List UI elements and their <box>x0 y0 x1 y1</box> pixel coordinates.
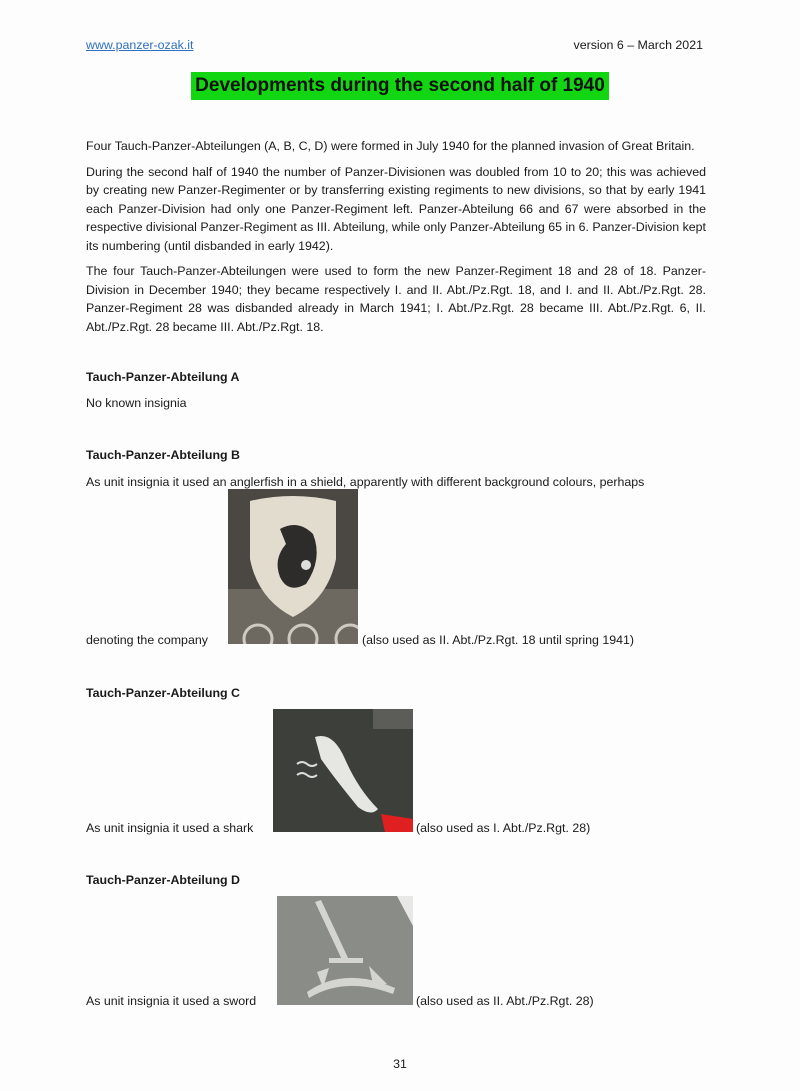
section-heading-a: Tauch-Panzer-Abteilung A <box>86 370 240 384</box>
section-text-c-before: As unit insignia it used a shark <box>86 821 254 835</box>
title-container <box>0 72 800 100</box>
paragraph: During the second half of 1940 the number of Panzer-Divisionen was doubled from 10 to 20; this was achieved by creating new Panzer-Regimenter or by transferring existing regiments to new divisions, so that by early 1941 each Panzer-Division had only one Panzer-Regiment left. Panzer-Abteilung 66 and 67 were absorbed in the respective divisional Panzer-Regiment as III. Abteilung, while only Panzer-Abteilung 65 in 6. Panzer-Division kept its numbering (until disbanded in early 1942). <box>86 164 706 253</box>
site-link[interactable]: www.panzer-ozak.it <box>86 38 194 52</box>
section-text-b-line1: As unit insignia it used an anglerfish in a shield, apparently with different background colours, perhaps <box>86 475 645 489</box>
intro-paragraphs <box>86 137 706 336</box>
section-heading-d: Tauch-Panzer-Abteilung D <box>86 873 240 887</box>
page-number: 31 <box>393 1057 407 1071</box>
section-heading-c: Tauch-Panzer-Abteilung C <box>86 686 240 700</box>
sword-image <box>277 896 413 1005</box>
version-label: version 6 – March 2021 <box>573 38 703 52</box>
page-title: Developments during the second half of 1940 <box>191 72 609 100</box>
section-text-a: No known insignia <box>86 396 187 410</box>
section-text-d-after: (also used as II. Abt./Pz.Rgt. 28) <box>416 994 594 1008</box>
section-text-b-after: (also used as II. Abt./Pz.Rgt. 18 until spring 1941) <box>362 633 635 647</box>
section-heading-b: Tauch-Panzer-Abteilung B <box>86 448 240 462</box>
section-text-d-before: As unit insignia it used a sword <box>86 994 257 1008</box>
paragraph: The four Tauch-Panzer-Abteilungen were used to form the new Panzer-Regiment 18 and 28 of 18. Panzer-Division in December 1940; they became respectively I. and II. Abt./Pz.Rgt. 18, and I. and II. Abt./Pz.Rgt. 28. Panzer-Regiment 28 was disbanded already in March 1941; I. Abt./Pz.Rgt. 28 became III. Abt./Pz.Rgt. 6, II. Abt./Pz.Rgt. 28 became III. Abt./Pz.Rgt. 18. <box>86 264 706 334</box>
paragraph: Four Tauch-Panzer-Abteilungen (A, B, C, D) were formed in July 1940 for the planned invasion of Great Britain. <box>86 139 695 153</box>
section-text-b-before: denoting the company <box>86 633 208 647</box>
anglerfish-shield-image <box>228 489 358 644</box>
shark-image <box>273 709 413 832</box>
section-text-c-after: (also used as I. Abt./Pz.Rgt. 28) <box>416 821 591 835</box>
